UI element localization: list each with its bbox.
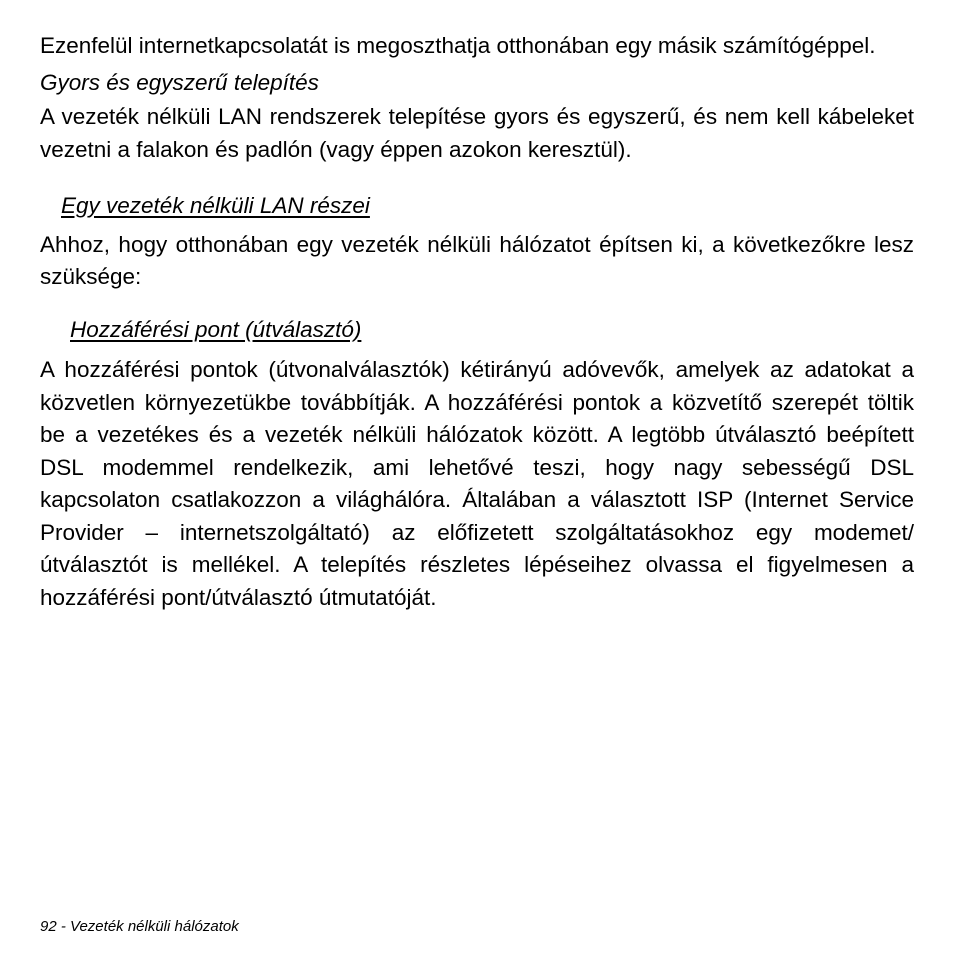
requirements-paragraph: Ahhoz, hogy otthonában egy vezeték nélküli hálózatot építsen ki, a következőkre lesz szüksége: <box>40 231 914 289</box>
subsection-heading: Hozzáférési pont (útválasztó) <box>70 316 362 342</box>
document-page <box>40 30 914 614</box>
page-footer: 92 - Vezeték nélküli hálózatok <box>40 918 239 935</box>
section-heading: Egy vezeték nélküli LAN részei <box>61 193 370 218</box>
access-point-paragraph: A hozzáférési pontok (útvonalválasztók) kétirányú adóvevők, amelyek az adatokat a közvetlen környezetükbe továbbítják. A hozzáférési pontok a közvetítő szerepét töltik be a vezetékes és a vezeték nélküli hálózatok között. A legtöbb útválasztó beépített DSL modemmel rendelkezik, ami lehetővé teszi, hogy nagy sebességű DSL kapcsolaton csatlakozzon a világhálóra. Általában a választott ISP (Internet Service Provider – internetszolgáltató) az előfizetett szolgáltatásokhoz egy modemet/ útválasztót is mellékel. A telepítés részletes lépéseihez olvassa el figyelmesen a hozzáférési pont/útválasztó útmutatóját. <box>40 357 914 610</box>
install-paragraph: A vezeték nélküli LAN rendszerek telepítése gyors és egyszerű, és nem kell kábeleket vezetni a falakon és padlón (vagy éppen azokon keresztül). <box>40 104 914 162</box>
subtitle-quick-install: Gyors és egyszerű telepítés <box>40 69 319 95</box>
intro-paragraph: Ezenfelül internetkapcsolatát is megoszthatja otthonában egy másik számítógéppel. <box>40 33 876 58</box>
